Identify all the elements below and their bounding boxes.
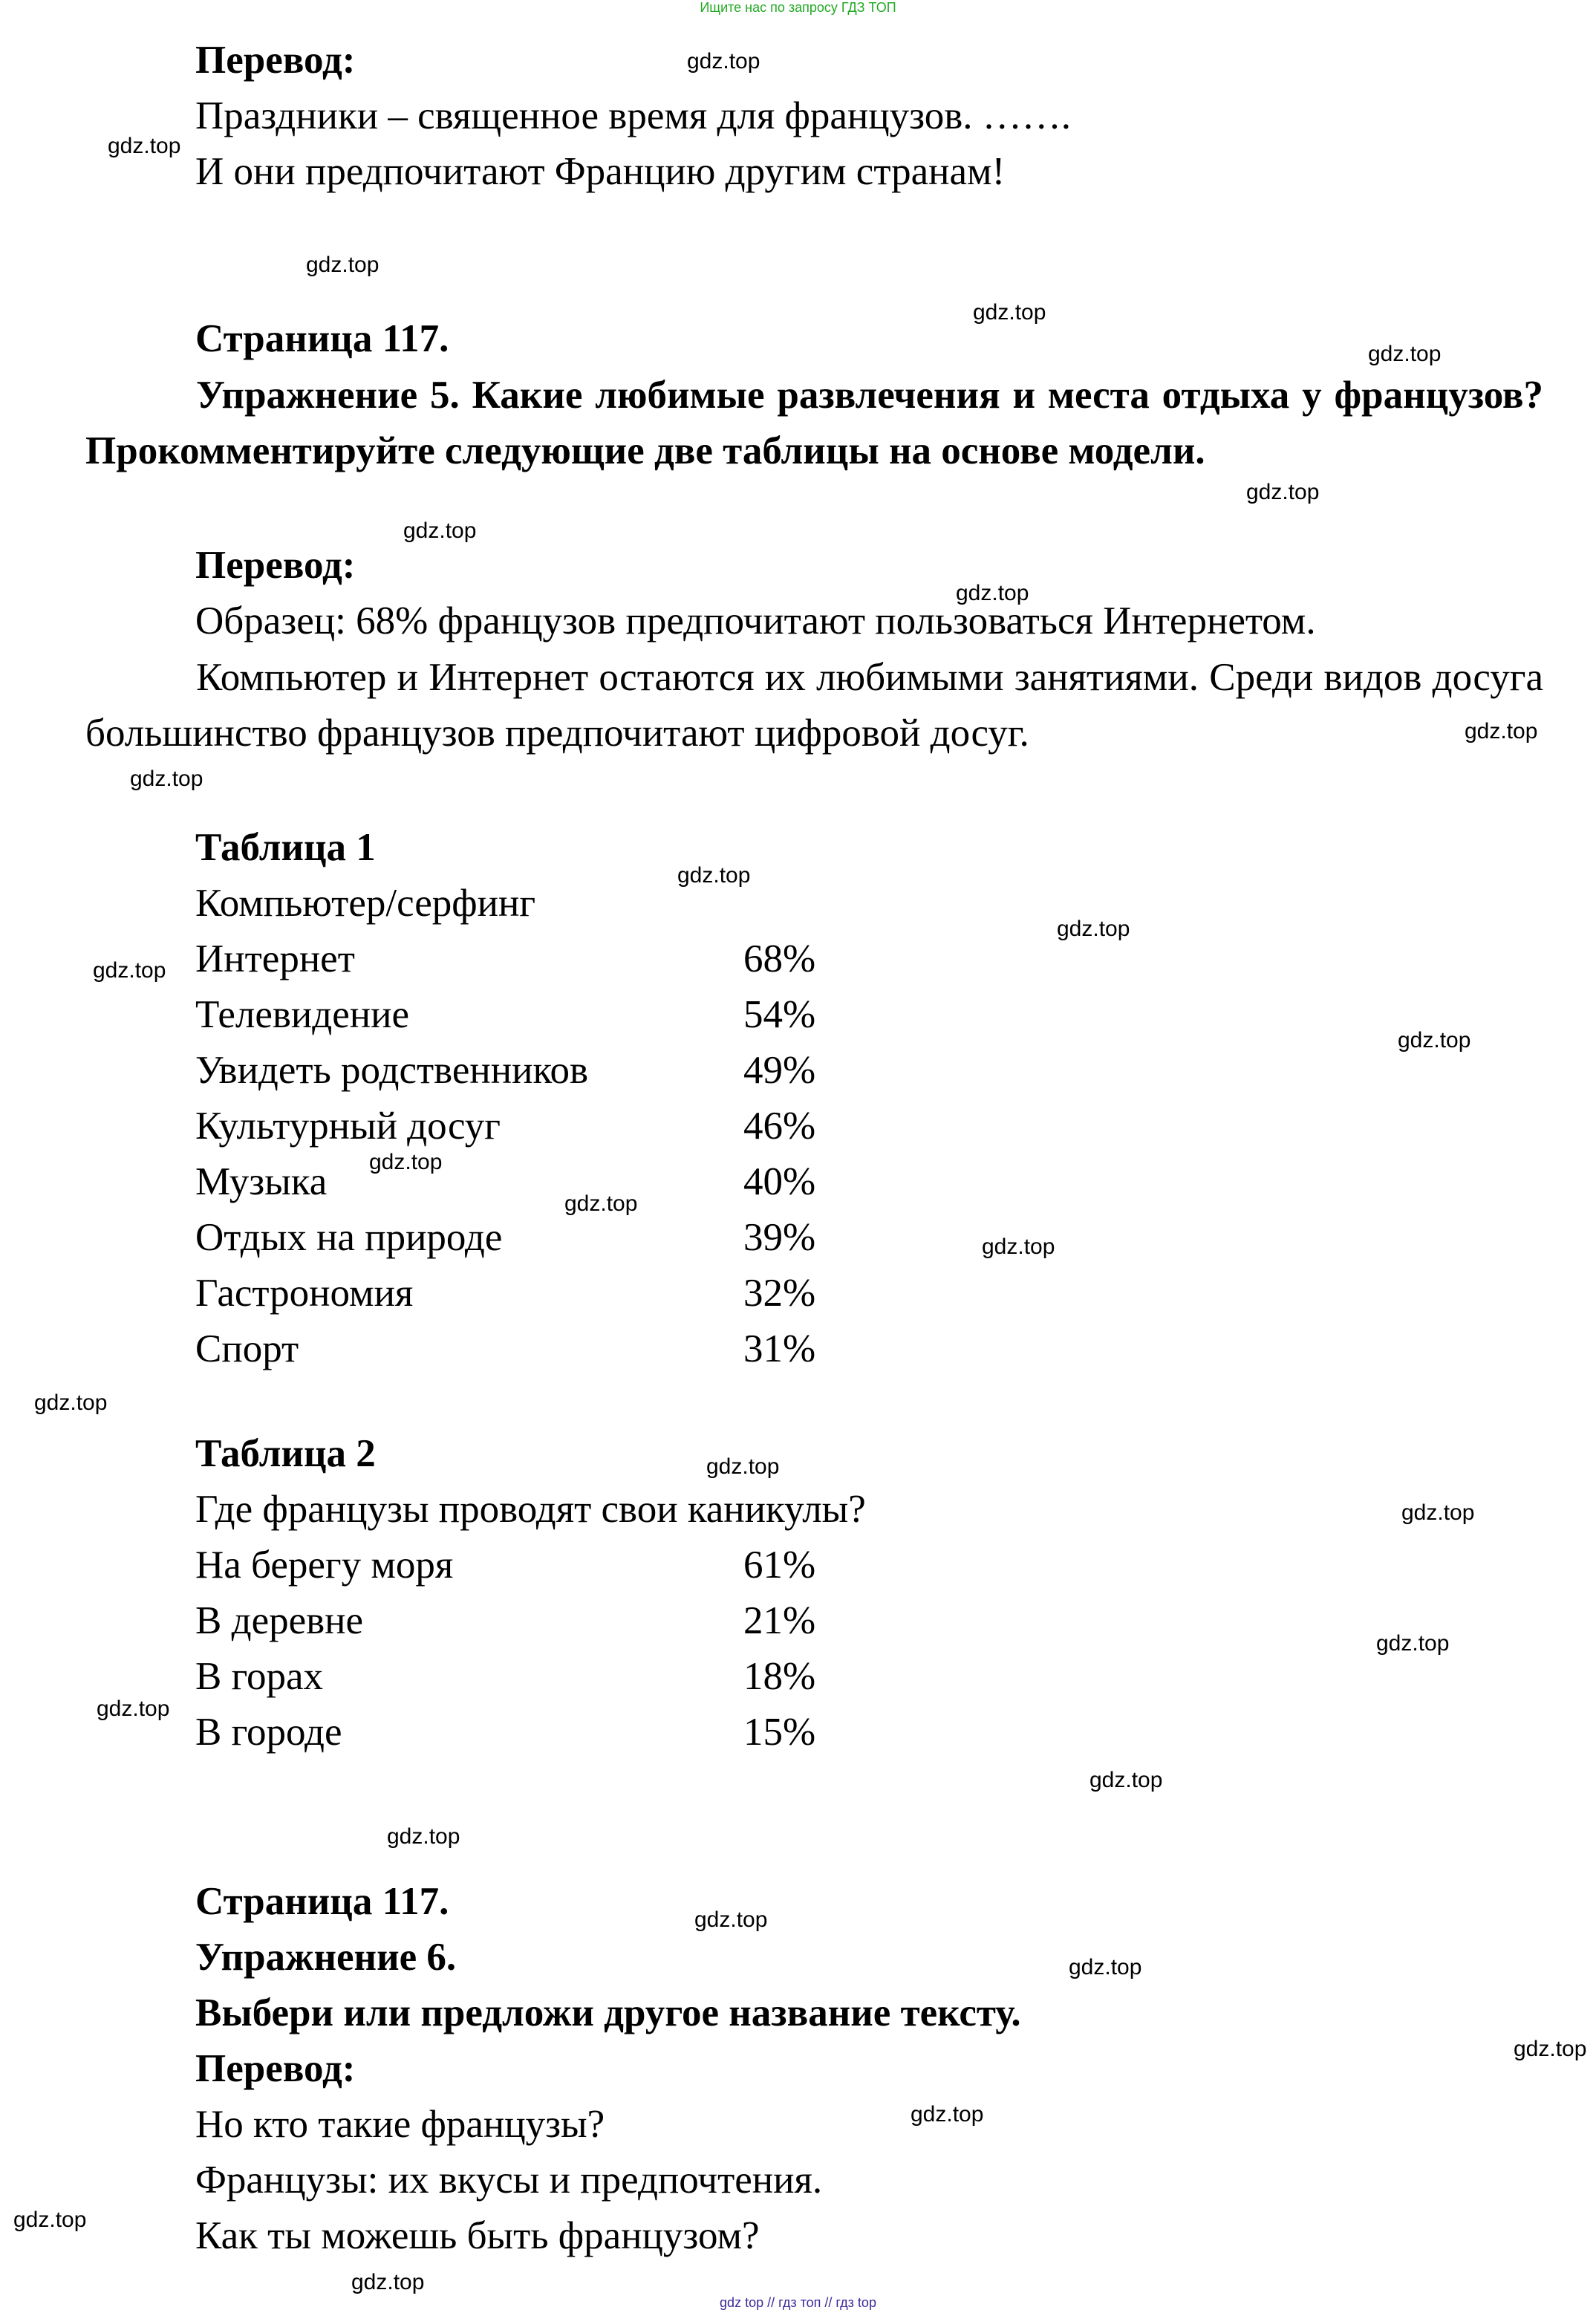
table-1-row xyxy=(195,1159,815,1205)
commentary-text: Компьютер и Интернет остаются их любимыми занятиями. Среди видов досуга большинство французов предпочитают цифровой досуг. xyxy=(85,656,1543,755)
table-1-subtitle: Компьютер/серфинг xyxy=(195,882,536,925)
row-label: Гастрономия xyxy=(195,1272,414,1315)
translation-heading-1: Перевод: xyxy=(195,39,356,82)
watermark: gdz.top xyxy=(108,134,181,158)
table-1-row xyxy=(195,936,815,982)
watermark: gdz.top xyxy=(1368,342,1442,366)
row-label: В горах xyxy=(195,1655,324,1698)
row-value: 39% xyxy=(743,1216,816,1259)
row-label: В деревне xyxy=(195,1599,364,1642)
exercise-5-prompt: Упражнение 5. Какие любимые развлечения и места отдыха у французов? Прокомментируйте следующие две таблицы на основе модели. xyxy=(85,374,1543,472)
watermark: gdz.top xyxy=(93,958,166,983)
row-label: Отдых на природе xyxy=(195,1216,503,1259)
table-1-title: Таблица 1 xyxy=(195,826,376,869)
commentary-paragraph xyxy=(85,650,1543,761)
row-label: Интернет xyxy=(195,937,355,980)
row-value: 18% xyxy=(743,1655,816,1698)
watermark: gdz.top xyxy=(306,253,380,277)
row-label: В городе xyxy=(195,1711,342,1754)
row-value: 49% xyxy=(743,1049,816,1092)
table-2-row xyxy=(195,1542,815,1588)
table-1-row xyxy=(195,992,815,1038)
row-value: 31% xyxy=(743,1327,816,1370)
sample-line: Образец: 68% французов предпочитают пользоваться Интернетом. xyxy=(195,599,1316,642)
translation-heading-3: Перевод: xyxy=(195,2047,356,2090)
table-1-row xyxy=(195,1103,815,1149)
watermark: gdz.top xyxy=(369,1150,443,1174)
watermark: gdz.top xyxy=(1465,719,1538,744)
table-1-row xyxy=(195,1326,815,1372)
watermark: gdz.top xyxy=(1069,1955,1142,1979)
page-heading-3: Страница 117. xyxy=(195,1880,449,1923)
watermark: gdz.top xyxy=(34,1390,108,1415)
watermark: gdz.top xyxy=(130,767,203,791)
watermark: gdz.top xyxy=(403,518,477,543)
title-option-3: Как ты можешь быть французом? xyxy=(195,2214,760,2257)
watermark: gdz.top xyxy=(1057,917,1130,941)
title-option-2: Французы: их вкусы и предпочтения. xyxy=(195,2159,823,2202)
translation-line-1: Праздники – священное время для французов. ……. xyxy=(195,94,1072,137)
row-label: Телевидение xyxy=(195,993,409,1036)
watermark: gdz.top xyxy=(706,1454,780,1479)
row-value: 61% xyxy=(743,1543,816,1587)
row-value: 32% xyxy=(743,1272,816,1315)
watermark: gdz.top xyxy=(1246,480,1320,504)
exercise-6-task: Выбери или предложи другое название тексту. xyxy=(195,1991,1021,2034)
watermark: gdz.top xyxy=(956,581,1029,605)
watermark: gdz.top xyxy=(973,300,1046,325)
translation-heading-2: Перевод: xyxy=(195,544,356,587)
table-2-row xyxy=(195,1598,815,1644)
table-2-row xyxy=(195,1653,815,1699)
table-1-row xyxy=(195,1047,815,1093)
exercise-6-heading: Упражнение 6. xyxy=(195,1936,457,1979)
watermark: gdz.top xyxy=(687,49,760,74)
watermark: gdz.top xyxy=(1376,1631,1450,1656)
table-1-row xyxy=(195,1270,815,1316)
row-label: Музыка xyxy=(195,1160,328,1203)
row-value: 21% xyxy=(743,1599,816,1642)
title-option-1: Но кто такие французы? xyxy=(195,2103,605,2146)
row-value: 68% xyxy=(743,937,816,980)
watermark: gdz.top xyxy=(351,2270,425,2294)
table-2-title: Таблица 2 xyxy=(195,1432,376,1475)
top-note: Ищите нас по запросу ГДЗ ТОП xyxy=(700,0,896,15)
table-2-row xyxy=(195,1709,815,1755)
table-1-row xyxy=(195,1214,815,1260)
watermark: gdz.top xyxy=(694,1907,768,1932)
watermark: gdz.top xyxy=(13,2208,87,2232)
table-2-subtitle: Где французы проводят свои каникулы? xyxy=(195,1488,866,1531)
row-label: Спорт xyxy=(195,1327,299,1370)
watermark: gdz.top xyxy=(1089,1768,1163,1792)
row-value: 15% xyxy=(743,1711,816,1754)
watermark: gdz.top xyxy=(387,1824,460,1849)
row-value: 54% xyxy=(743,993,816,1036)
watermark: gdz.top xyxy=(1514,2037,1587,2061)
watermark: gdz.top xyxy=(97,1696,170,1721)
watermark: gdz.top xyxy=(564,1191,638,1216)
watermark: gdz.top xyxy=(677,863,751,888)
page-heading-2: Страница 117. xyxy=(195,317,449,360)
row-label: Культурный досуг xyxy=(195,1105,501,1148)
row-value: 46% xyxy=(743,1105,816,1148)
exercise-5-text xyxy=(85,368,1543,479)
watermark: gdz.top xyxy=(982,1234,1055,1259)
translation-line-2: И они предпочитают Францию другим странам! xyxy=(195,150,1006,193)
row-label: Увидеть родственников xyxy=(195,1049,589,1092)
row-label: На берегу моря xyxy=(195,1543,454,1587)
watermark: gdz.top xyxy=(1398,1028,1471,1053)
footer-note: gdz top // гдз топ // гдз top xyxy=(720,2295,876,2310)
watermark: gdz.top xyxy=(1401,1500,1475,1525)
watermark: gdz.top xyxy=(911,2102,984,2127)
row-value: 40% xyxy=(743,1160,816,1203)
